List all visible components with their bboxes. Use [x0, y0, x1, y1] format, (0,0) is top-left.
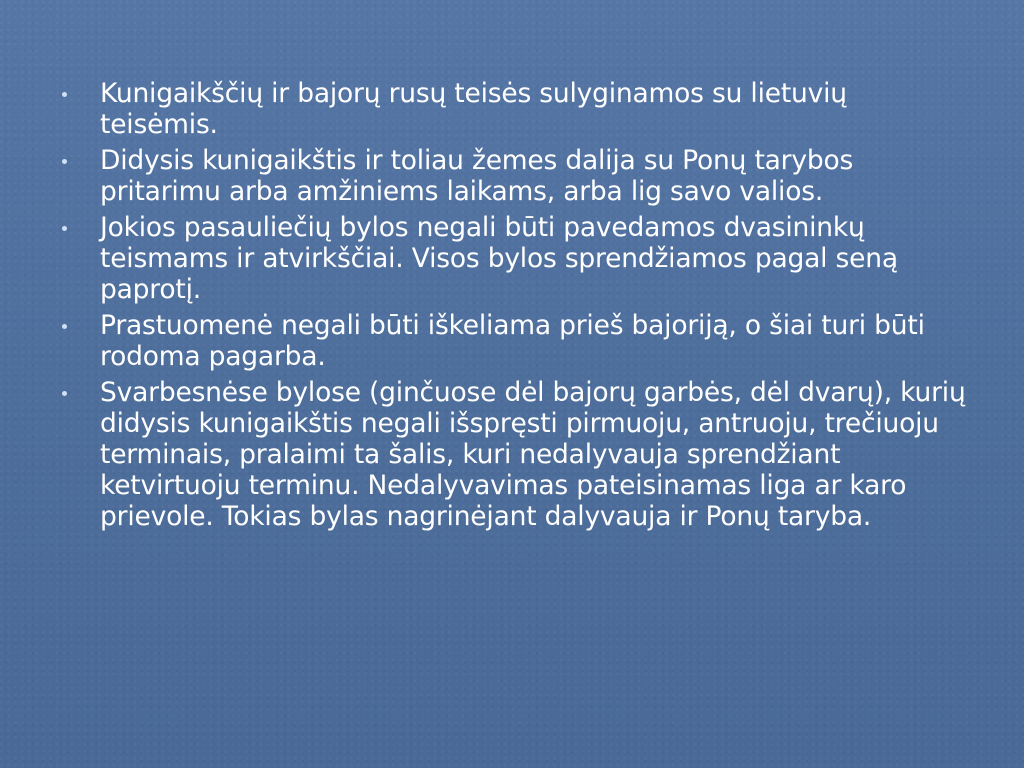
- bullet-list: [62, 78, 967, 537]
- bullet-dot-icon: [62, 391, 67, 396]
- bullet-text: Kunigaikščių ir bajorų rusų teisės sulyginamos su lietuvių teisėmis.: [100, 78, 847, 140]
- bullet-text: Prastuomenė negali būti iškeliama prieš bajoriją, o šiai turi būti rodoma pagarba.: [100, 310, 925, 372]
- bullet-text: Svarbesnėse bylose (ginčuose dėl bajorų garbės, dėl dvarų), kurių didysis kunigaikštis negali išspręsti pirmuoju, antruoju, trečiuoju terminais, pralaimi ta šalis, kuri nedalyvauja sprendžiant ketvirtuoju terminu. Nedalyvavimas pateisinamas liga ar karo prievole. Tokias bylas nagrinėjant dalyvauja ir Ponų taryba.: [100, 377, 966, 532]
- bullet-item: [62, 145, 967, 207]
- bullet-item: [62, 310, 967, 372]
- bullet-dot-icon: [62, 226, 67, 231]
- bullet-text: Didysis kunigaikštis ir toliau žemes dalija su Ponų tarybos pritarimu arba amžiniems laikams, arba lig savo valios.: [100, 145, 854, 207]
- bullet-dot-icon: [62, 92, 67, 97]
- bullet-dot-icon: [62, 159, 67, 164]
- bullet-item: [62, 212, 967, 305]
- bullet-item: [62, 78, 967, 140]
- bullet-dot-icon: [62, 324, 67, 329]
- bullet-text: Jokios pasauliečių bylos negali būti pavedamos dvasininkų teismams ir atvirkščiai. Visos bylos sprendžiamos pagal seną paprotį.: [100, 212, 898, 305]
- bullet-item: [62, 377, 967, 532]
